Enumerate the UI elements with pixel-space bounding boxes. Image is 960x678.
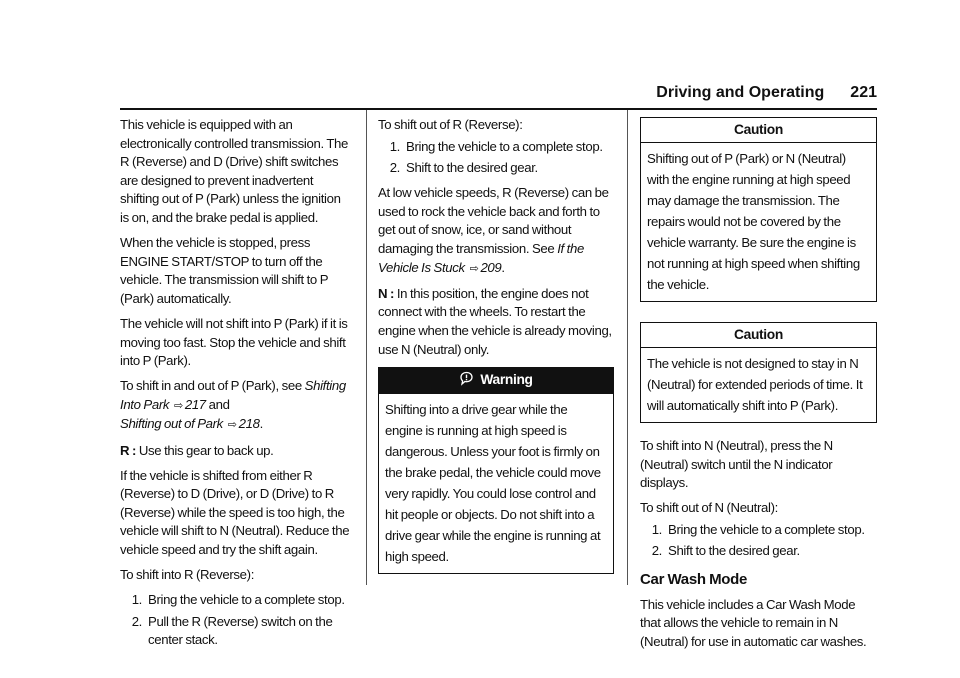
page-number: 221 [850,84,877,101]
page-ref[interactable]: 218 [238,416,260,432]
warning-body: Shifting into a drive gear while the engine is running at high speed is dangerous. Unless your foot is firmly on the brake pedal, the vehicle could move very rapidly. You could lose control and hit people or objects. Do not shift into a drive gear while the engine is running at high speed. [385,402,601,565]
text: In this position, the engine does not connect with the wheels. To restart the engine when the vehicle is already moving, use N (Neutral) only. [378,285,612,357]
step-text: Bring the vehicle to a complete stop. [148,592,345,608]
paragraph: To shift into R (Reverse): [120,567,255,583]
caution-box [640,117,877,302]
paragraph: When the vehicle is stopped, press ENGINE START/STOP to turn off the vehicle. The transmission will shift to P (Park) automatically. [120,235,328,306]
caution-header: Caution [641,118,876,143]
warning-header [379,368,613,394]
list-item [120,613,352,650]
steps-list [378,138,614,178]
page-ref[interactable]: 217 [184,396,206,412]
step-number: 2. [389,160,400,176]
text: At low vehicle speeds, R (Reverse) can be used to rock the vehicle back and forth to get out of snow, ice, or sand without damaging the transmission. See [378,185,609,257]
step-number: 2. [131,613,142,629]
step-number: 1. [131,592,142,608]
header-rule [120,108,877,110]
paragraph: To shift out of R (Reverse): [378,117,523,132]
step-number: 1. [651,521,662,537]
paragraph-park-reference [120,377,352,435]
step-number: 1. [389,138,400,154]
warning-title: Warning [480,372,533,388]
page-reference-arrow-icon: ⇨ [173,399,183,412]
warning-speech-bubble-icon [459,370,474,394]
text: and [208,396,230,412]
section-title: Driving and Operating [656,84,825,101]
step-text: Bring the vehicle to a complete stop. [406,138,603,154]
step-text: Shift to the desired gear. [406,160,538,176]
neutral-definition [378,285,614,359]
step-text: Bring the vehicle to a complete stop. [668,521,865,537]
list-item [640,521,877,540]
column-middle [378,116,614,588]
column-right [640,113,877,658]
list-item [120,591,352,610]
page-header [640,84,877,102]
paragraph-stuck-reference [378,184,614,278]
caution-header: Caution [641,323,876,348]
step-number: 2. [651,543,662,559]
caution-body: The vehicle is not designed to stay in N (Neutral) for extended periods of time. It will automatically shift into P (Park). [647,356,863,413]
text: Use this gear to back up. [138,442,274,458]
column-left [120,116,352,656]
paragraph: If the vehicle is shifted from either R (Reverse) to D (Drive), or D (Drive) to R (Reverse) while the speed is too high, the vehicle will shift to N (Neutral). Reduce the vehicle speed and try the shift again. [120,467,350,557]
link-shifting-out-of-park[interactable]: Shifting out of Park [120,416,223,432]
warning-box [378,367,614,574]
caution-body: Shifting out of P (Park) or N (Neutral) with the engine running at high speed may damage the transmission. The repairs would not be covered by the vehicle warranty. Be sure the engine is not running at high speed when shifting the vehicle. [647,151,860,292]
paragraph: This vehicle includes a Car Wash Mode that allows the vehicle to remain in N (Neutral) for use in automatic car washes. [640,596,867,649]
text: . [501,259,505,275]
list-item [640,542,877,561]
step-text: Shift to the desired gear. [668,543,800,559]
page-ref[interactable]: 209 [480,259,502,275]
steps-list [120,591,352,650]
paragraph: To shift out of N (Neutral): [640,500,778,516]
link-shifting-into-park[interactable]: Shifting Into Park [120,378,346,412]
steps-list [640,521,877,561]
page-reference-arrow-icon: ⇨ [227,419,237,432]
list-item [378,159,614,178]
column-divider-1 [366,110,367,585]
column-divider-2 [627,110,628,585]
gear-label: R : [120,442,137,458]
paragraph: This vehicle is equipped with an electronically controlled transmission. The R (Reverse) and D (Drive) shift switches are designed to prevent inadvertent shifting out of P (Park) unless the ignition is on, and the brake pedal is applied. [120,117,349,225]
step-text: Pull the R (Reverse) switch on the center stack. [148,613,333,648]
link-vehicle-stuck[interactable]: If the Vehicle Is Stuck [378,241,584,275]
text: To shift in and out of P (Park), see [120,378,302,394]
gear-label: N : [378,285,395,301]
paragraph: The vehicle will not shift into P (Park) if it is moving too fast. Stop the vehicle and shift into P (Park). [120,315,348,369]
page-reference-arrow-icon: ⇨ [469,262,479,275]
section-heading: Car Wash Mode [640,571,748,589]
caution-box [640,322,877,423]
text: . [259,416,263,432]
list-item [378,138,614,157]
reverse-definition [120,442,352,461]
paragraph: To shift into N (Neutral), press the N (Neutral) switch until the N indicator displays. [640,438,833,491]
